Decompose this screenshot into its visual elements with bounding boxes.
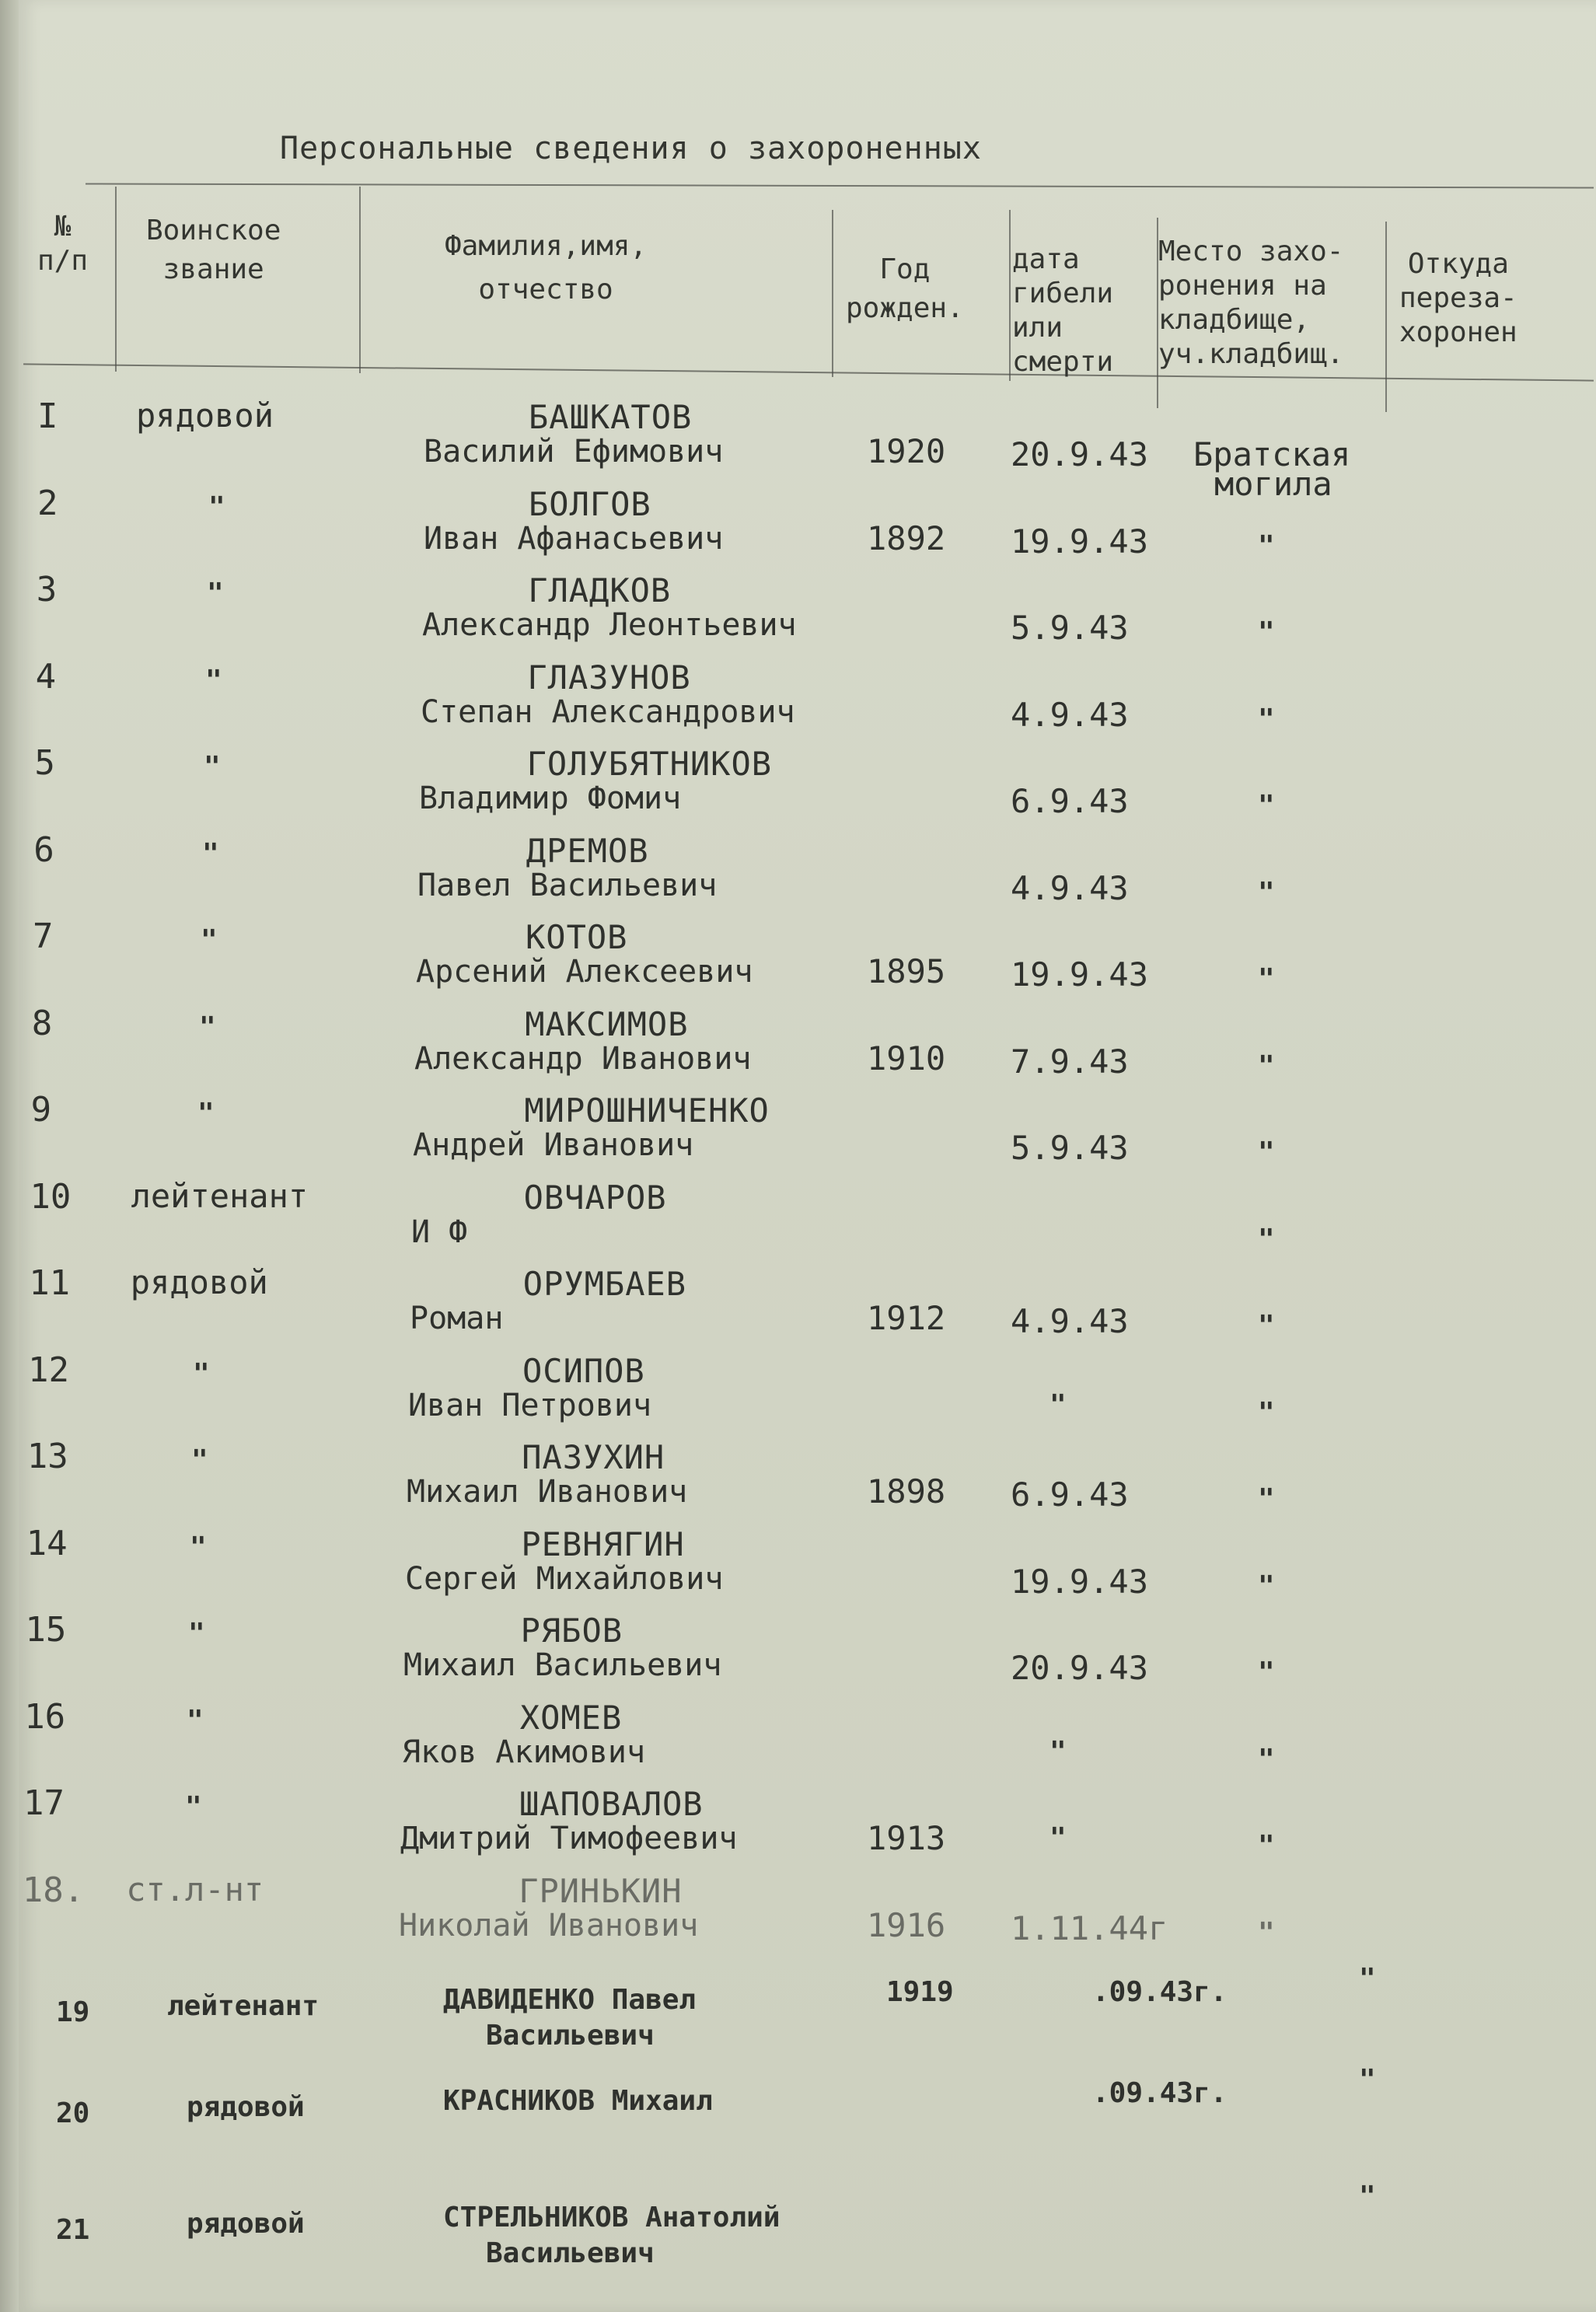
row-rank: " [199, 1011, 216, 1043]
row-given-names: Василий Ефимович [424, 434, 724, 470]
row-number: 16 [24, 1696, 66, 1737]
row-burial-place: " [1258, 963, 1275, 995]
row-death-date: 1.11.44г [1011, 1909, 1168, 1947]
row-burial-place: " [1258, 529, 1275, 562]
header-place: Место захо- ронения на кладбище, уч.кладбищ. [1158, 236, 1344, 370]
row-name-2: Васильевич [486, 2020, 655, 2052]
header-from: Откуда переза- хоронен [1399, 248, 1517, 348]
row-given-names: Александр Иванович [414, 1040, 752, 1077]
row-surname: ГРИНЬКИН [519, 1871, 683, 1910]
header-name: Фамилия,имя, отчество [445, 230, 648, 306]
row-rank: " [197, 1098, 215, 1130]
row-rank: лейтенант [167, 1990, 320, 2022]
row-death-date: 4.9.43 [1011, 1302, 1129, 1340]
col-divider-3 [832, 210, 833, 377]
row-rank: " [208, 491, 225, 523]
row-rank: рядовой [187, 2091, 305, 2123]
row-surname: ГЛАДКОВ [528, 571, 672, 609]
row-death-date: 19.9.43 [1011, 955, 1149, 994]
row-burial-place: " [1258, 1916, 1275, 1949]
row-given-names: И Ф [411, 1214, 468, 1250]
row-burial-place: Братская [1193, 435, 1351, 473]
row-rank: рядовой [136, 396, 274, 435]
row-given-names: Арсений Алексеевич [416, 954, 753, 990]
row-burial-place: " [1258, 1570, 1275, 1602]
row-death-date: 20.9.43 [1011, 1649, 1149, 1687]
row-surname: РЯБОВ [520, 1612, 623, 1650]
row-surname: ДРЕМОВ [526, 831, 649, 870]
row-rank: " [190, 1531, 207, 1563]
row-rank: " [191, 1444, 208, 1476]
header-date: дата гибели или смерти [1012, 243, 1114, 378]
row-rank: " [205, 664, 222, 697]
row-given-names: Иван Афанасьевич [424, 520, 724, 557]
row-given-names: Андрей Иванович [413, 1127, 694, 1163]
col-divider-1 [115, 187, 117, 372]
row-death-date: .09.43г. [1092, 1976, 1228, 2008]
row-surname: ГЛАЗУНОВ [527, 658, 691, 697]
row-death-date: 6.9.43 [1011, 782, 1129, 820]
row-surname: МАКСИМОВ [525, 1004, 689, 1043]
row-birth-year: 1898 [867, 1472, 946, 1510]
row-number: 20 [56, 2097, 90, 2129]
row-given-names: Роман [410, 1301, 504, 1336]
col-divider-6 [1385, 222, 1387, 412]
row-number: 8 [31, 1003, 53, 1043]
row-rank: рядовой [130, 1263, 268, 1301]
row-burial-place: " [1258, 790, 1275, 822]
row-given-names: Михаил Васильевич [403, 1647, 722, 1683]
row-burial-place: " [1258, 703, 1275, 735]
row-rank: " [207, 578, 224, 609]
row-death-date: .09.43г. [1092, 2077, 1228, 2109]
row-number: 2 [37, 483, 58, 523]
col-divider-2 [359, 187, 361, 373]
row-surname: ОРУМБАЕВ [522, 1265, 687, 1303]
header-rank: Воинское звание [146, 215, 281, 285]
document-title: Персональные сведения о захороненных [280, 131, 982, 166]
row-name-2: Васильевич [486, 2237, 655, 2269]
row-number: 21 [56, 2214, 90, 2246]
row-given-names: Павел Васильевич [417, 867, 718, 903]
row-name: КРАСНИКОВ Михаил [443, 2085, 713, 2117]
row-given-names: Дмитрий Тимофеевич [400, 1821, 738, 1856]
row-rank: ст.л-нт [126, 1870, 264, 1909]
row-given-names: Владимир Фомич [419, 781, 682, 816]
row-surname: ГОЛУБЯТНИКОВ [526, 745, 773, 783]
row-number: 4 [35, 656, 57, 697]
row-burial-place: " [1258, 876, 1275, 909]
row-surname: РЕВНЯГИН [521, 1524, 685, 1563]
row-surname: ХОМЕВ [519, 1698, 623, 1737]
row-burial-place-2: могила [1214, 465, 1332, 503]
row-birth-year: 1920 [867, 432, 946, 470]
row-name: ДАВИДЕНКО Павел [443, 1984, 697, 2016]
row-death-date: 19.9.43 [1011, 522, 1149, 561]
row-number: 15 [25, 1610, 67, 1650]
row-death-date: " [1049, 1735, 1067, 1768]
row-rank: " [187, 1704, 204, 1737]
row-death-date: " [1049, 1388, 1067, 1421]
row-surname: БОЛГОВ [529, 484, 651, 523]
row-burial-place: " [1359, 2181, 1376, 2212]
row-number: 7 [33, 917, 54, 956]
row-burial-place: " [1258, 1049, 1275, 1082]
row-death-date: 5.9.43 [1011, 609, 1129, 647]
row-given-names: Николай Иванович [399, 1907, 699, 1944]
row-surname: ОВЧАРОВ [523, 1178, 667, 1217]
row-number: 11 [29, 1263, 71, 1303]
row-burial-place: " [1258, 1743, 1275, 1776]
row-given-names: Сергей Михайлович [405, 1560, 724, 1597]
row-death-date: 5.9.43 [1011, 1129, 1129, 1167]
row-birth-year: 1913 [867, 1819, 946, 1857]
row-death-date: " [1049, 1822, 1067, 1854]
row-burial-place: " [1258, 616, 1275, 648]
row-burial-place: " [1258, 1310, 1275, 1342]
row-birth-year: 1919 [886, 1976, 954, 2008]
row-rank: " [201, 924, 218, 956]
row-rank: " [188, 1618, 205, 1650]
row-number: 12 [28, 1350, 69, 1390]
row-burial-place: " [1359, 2064, 1376, 2096]
row-burial-place: " [1258, 1396, 1275, 1429]
row-birth-year: 1916 [867, 1905, 946, 1944]
row-burial-place: " [1359, 1963, 1376, 1995]
row-burial-place: " [1258, 1830, 1275, 1862]
col-divider-4 [1009, 210, 1011, 381]
row-surname: ШАПОВАЛОВ [519, 1785, 704, 1823]
row-given-names: Яков Акимович [402, 1734, 646, 1770]
header-num: № п/п [37, 211, 89, 277]
row-death-date: 4.9.43 [1011, 868, 1129, 907]
row-number: 13 [26, 1437, 68, 1476]
row-burial-place: " [1258, 1483, 1275, 1515]
row-rank: рядовой [187, 2208, 305, 2240]
row-number: 3 [36, 570, 58, 609]
row-number: 19 [56, 1996, 90, 2028]
row-number: 14 [26, 1523, 68, 1563]
row-death-date: 19.9.43 [1011, 1562, 1149, 1601]
row-number: 9 [30, 1090, 52, 1130]
row-surname: КОТОВ [526, 918, 628, 956]
row-number: I [37, 396, 58, 436]
row-rank: " [204, 751, 221, 783]
page-edge [0, 0, 19, 2312]
row-given-names: Степан Александрович [421, 693, 795, 730]
row-death-date: 6.9.43 [1011, 1476, 1129, 1514]
row-birth-year: 1912 [867, 1299, 946, 1337]
row-number: 6 [33, 829, 54, 870]
row-surname: ПАЗУХИН [522, 1438, 665, 1476]
row-rank: " [202, 837, 219, 870]
row-death-date: 4.9.43 [1011, 695, 1129, 734]
row-number: 17 [23, 1783, 65, 1823]
row-rank: " [193, 1357, 210, 1390]
row-given-names: Александр Леонтьевич [422, 607, 797, 643]
row-number: 5 [34, 743, 55, 783]
row-birth-year: 1892 [867, 519, 946, 557]
row-death-date: 7.9.43 [1011, 1042, 1129, 1081]
row-given-names: Михаил Иванович [407, 1474, 688, 1510]
row-name: СТРЕЛЬНИКОВ Анатолий [443, 2202, 781, 2233]
row-surname: ОСИПОВ [522, 1351, 645, 1390]
row-number: 18. [22, 1870, 85, 1910]
row-rank: лейтенант [131, 1176, 309, 1215]
row-surname: МИРОШНИЧЕНКО [524, 1091, 770, 1130]
row-number: 10 [30, 1176, 72, 1217]
row-surname: БАШКАТОВ [529, 398, 693, 436]
row-burial-place: " [1258, 1137, 1275, 1168]
row-birth-year: 1895 [867, 952, 946, 990]
row-burial-place: " [1258, 1657, 1275, 1689]
row-burial-place: " [1258, 1223, 1275, 1256]
header-year: Год рожден. [846, 253, 964, 324]
row-rank: " [185, 1791, 202, 1823]
row-birth-year: 1910 [867, 1039, 946, 1077]
row-death-date: 20.9.43 [1011, 435, 1149, 473]
row-given-names: Иван Петрович [408, 1387, 652, 1423]
